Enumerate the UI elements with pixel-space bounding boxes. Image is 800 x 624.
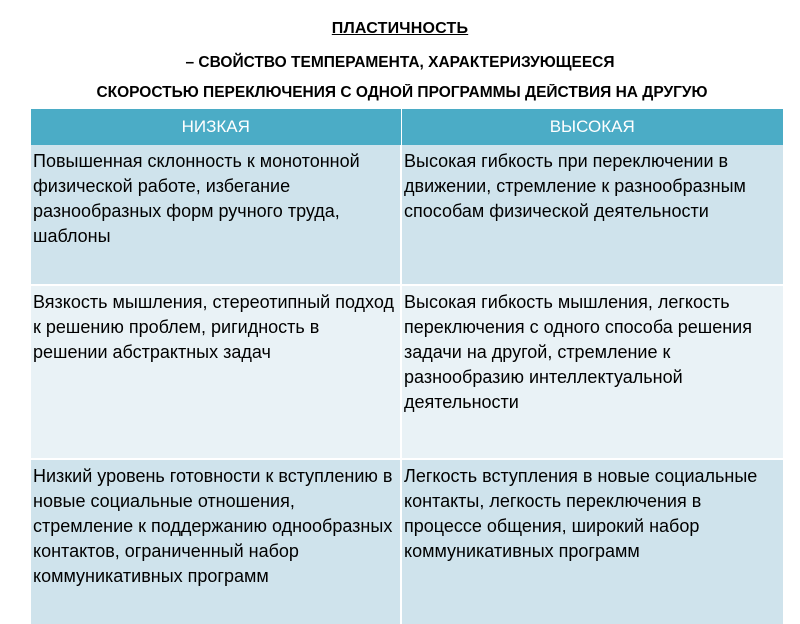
table-row: [31, 285, 783, 459]
table-row: [31, 459, 783, 624]
cell-low: Повышенная склонность к монотонной физической работе, избегание разнообразных форм ручного труда, шаблоны: [31, 145, 401, 285]
definition-line-1: – СВОЙСТВО ТЕМПЕРАМЕНТА, ХАРАКТЕРИЗУЮЩЕЕСЯ: [185, 54, 615, 71]
column-header-high: ВЫСОКАЯ: [401, 109, 783, 145]
plasticity-table: [31, 109, 783, 624]
table-header-row: [31, 109, 783, 145]
cell-low: Низкий уровень готовности к вступлению в новые социальные отношения, стремление к поддержанию однообразных контактов, ограниченный набор коммуникативных программ: [31, 459, 401, 624]
definition-line-2-text: СКОРОСТЬЮ ПЕРЕКЛЮЧЕНИЯ С ОДНОЙ ПРОГРАММЫ ДЕЙСТВИЯ НА ДРУГУЮ: [96, 84, 708, 101]
column-header-low: НИЗКАЯ: [31, 109, 401, 145]
slide-title: ПЛАСТИЧНОСТЬ: [331, 20, 469, 37]
cell-high: Высокая гибкость при переключении в движении, стремление к разнообразным способам физической деятельности: [401, 145, 783, 285]
cell-high: Высокая гибкость мышления, легкость переключения с одного способа решения задачи на другой, стремление к разнообразию интеллектуальной деятельности: [401, 285, 783, 459]
table-row: [31, 145, 783, 285]
definition-line-2: [0, 84, 800, 110]
cell-low: Вязкость мышления, стереотипный подход к решению проблем, ригидность в решении абстрактных задач: [31, 285, 401, 459]
cell-high: Легкость вступления в новые социальные контакты, легкость переключения в процессе общения, широкий набор коммуникативных программ: [401, 459, 783, 624]
